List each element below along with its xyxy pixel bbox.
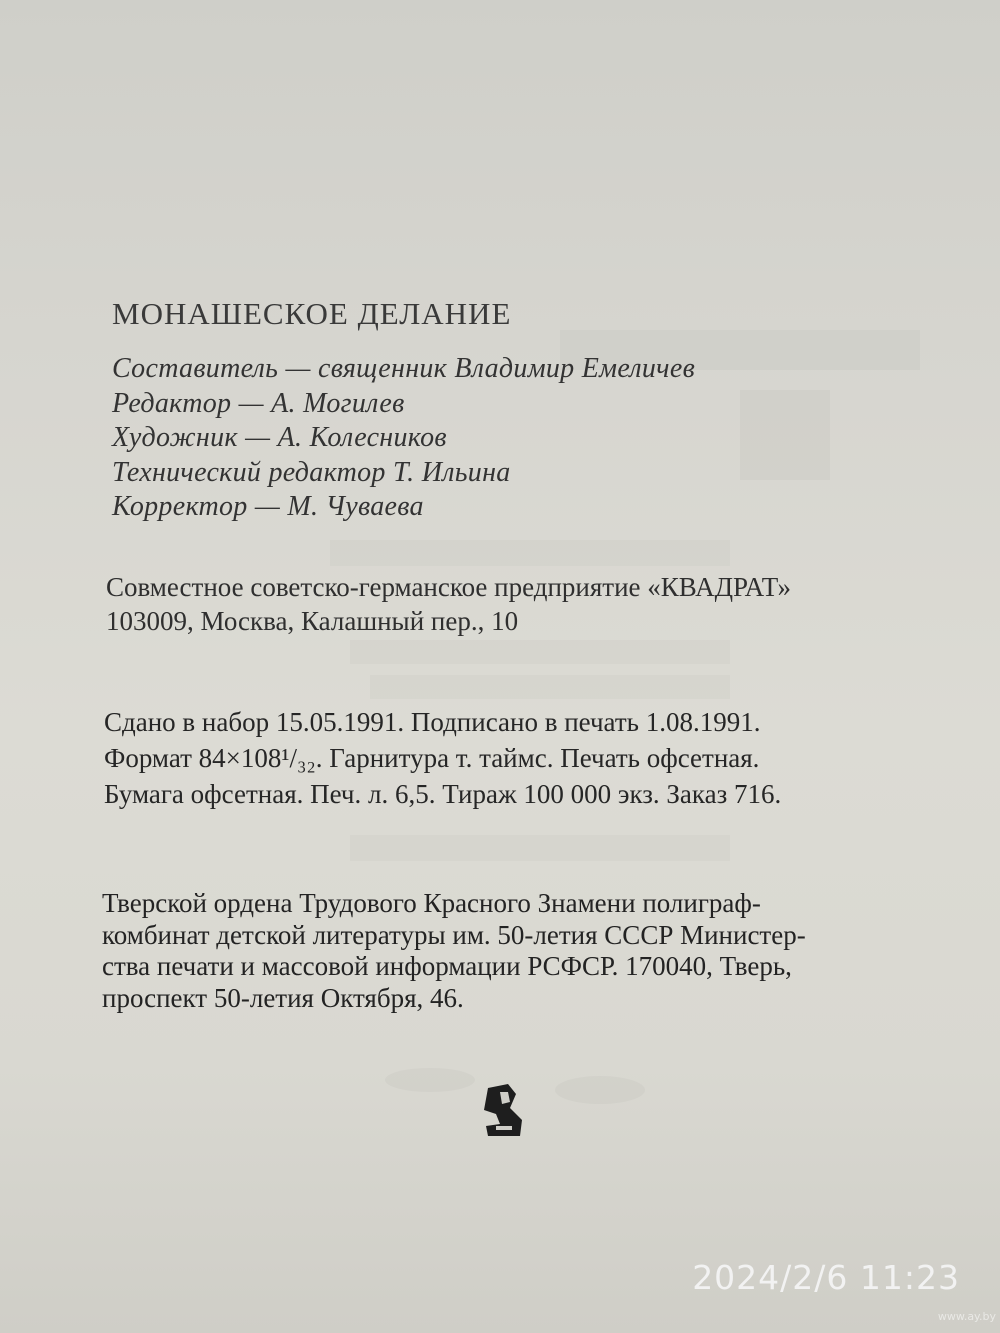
site-watermark: www.ay.by (937, 1310, 996, 1323)
printer-line-2: комбинат детской литературы им. 50-летия СССР Министер- (102, 919, 806, 950)
publisher-block (106, 570, 791, 638)
publisher-name: Совместное советско-германское предприятие «КВАДРАТ» (106, 572, 791, 602)
print-details-block (104, 704, 970, 812)
printer-block (102, 888, 964, 1014)
print-format: Формат 84×108¹/₃₂. Гарнитура т. таймс. Печать офсетная. (104, 743, 760, 773)
book-title: МОНАШЕСКОЕ ДЕЛАНИЕ (112, 296, 512, 331)
print-dates: Сдано в набор 15.05.1991. Подписано в печать 1.08.1991. (104, 707, 761, 737)
credit-compiler: Составитель — священник Владимир Емеличев (112, 353, 696, 384)
publisher-address: 103009, Москва, Калашный пер., 10 (106, 606, 519, 636)
photo-timestamp: 2024/2/6 11:23 (692, 1258, 960, 1297)
print-run: Бумага офсетная. Печ. л. 6,5. Тираж 100 000 экз. Заказ 716. (104, 779, 782, 809)
printer-line-4: проспект 50-летия Октября, 46. (102, 982, 464, 1013)
credit-artist: Художник — А. Колесников (112, 422, 447, 453)
credit-technical-editor: Технический редактор Т. Ильина (112, 456, 511, 488)
credit-editor: Редактор — А. Могилев (112, 387, 405, 419)
credit-proofreader: Корректор — М. Чуваева (112, 491, 424, 522)
printer-line-3: ства печати и массовой информации РСФСР. 170040, Тверь, (102, 951, 792, 981)
printer-line-1: Тверской ордена Трудового Красного Знамени полиграф- (102, 888, 761, 918)
printer-logo-icon (474, 1080, 534, 1140)
credits-block (112, 352, 695, 525)
